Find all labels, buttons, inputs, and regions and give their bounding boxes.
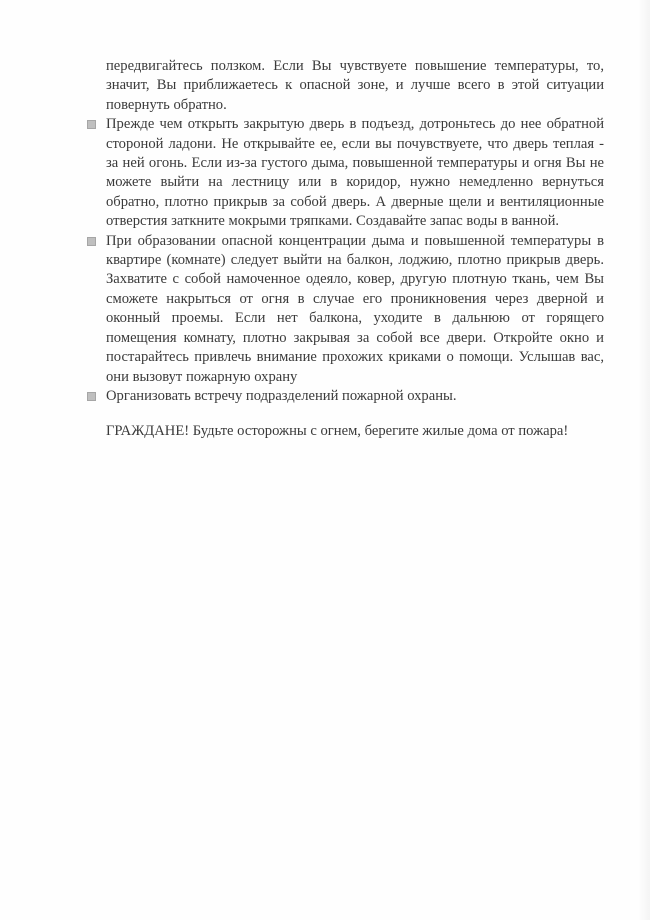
scan-edge-shadow — [638, 0, 650, 920]
list-item — [86, 387, 604, 406]
list-item — [86, 232, 604, 387]
list-item-text: Организовать встречу подразделений пожарной охраны. — [106, 387, 457, 404]
list-item — [86, 115, 604, 231]
square-bullet-icon — [87, 237, 96, 246]
list-item-text: Прежде чем открыть закрытую дверь в подъезд, дотроньтесь до нее обратной стороной ладони. Не открывайте ее, если вы почувствуете, что дверь теплая - за ней огонь. Если из-за густого дыма, повышенной температуры и огня Вы не можете выйти на лестницу или в коридор, нужно немедленно вернуться обратно, плотно прикрыв за собой дверь. А дверные щели и вентиляционные отверстия заткните мокрыми тряпками. Создавайте запас воды в ванной. — [106, 116, 604, 230]
continuation-paragraph: передвигайтесь ползком. Если Вы чувствуете повышение температуры, то, значит, Вы приближаетесь к опасной зоне, и лучше всего в этой ситуации повернуть обратно. — [106, 58, 604, 113]
document-body — [86, 57, 604, 442]
square-bullet-icon — [87, 392, 96, 401]
square-bullet-icon — [87, 120, 96, 129]
list-item-text: При образовании опасной концентрации дыма и повышенной температуры в квартире (комнате) следует выйти на балкон, лоджию, плотно прикрыв дверь. Захватите с собой намоченное одеяло, ковер, другую плотную ткань, чем Вы сможете накрыться от огня в случае его проникновения через дверной и оконный проемы. Если нет балкона, уходите в дальнюю от горящего помещения комнату, плотно закрывая за собой все двери. Откройте окно и постарайтесь привлечь внимание прохожих криками о помощи. Услышав вас, они вызовут пожарную охрану — [106, 232, 604, 385]
bullet-list — [86, 115, 604, 406]
closing-appeal: ГРАЖДАНЕ! Будьте осторожны с огнем, берегите жилые дома от пожара! — [106, 423, 569, 440]
